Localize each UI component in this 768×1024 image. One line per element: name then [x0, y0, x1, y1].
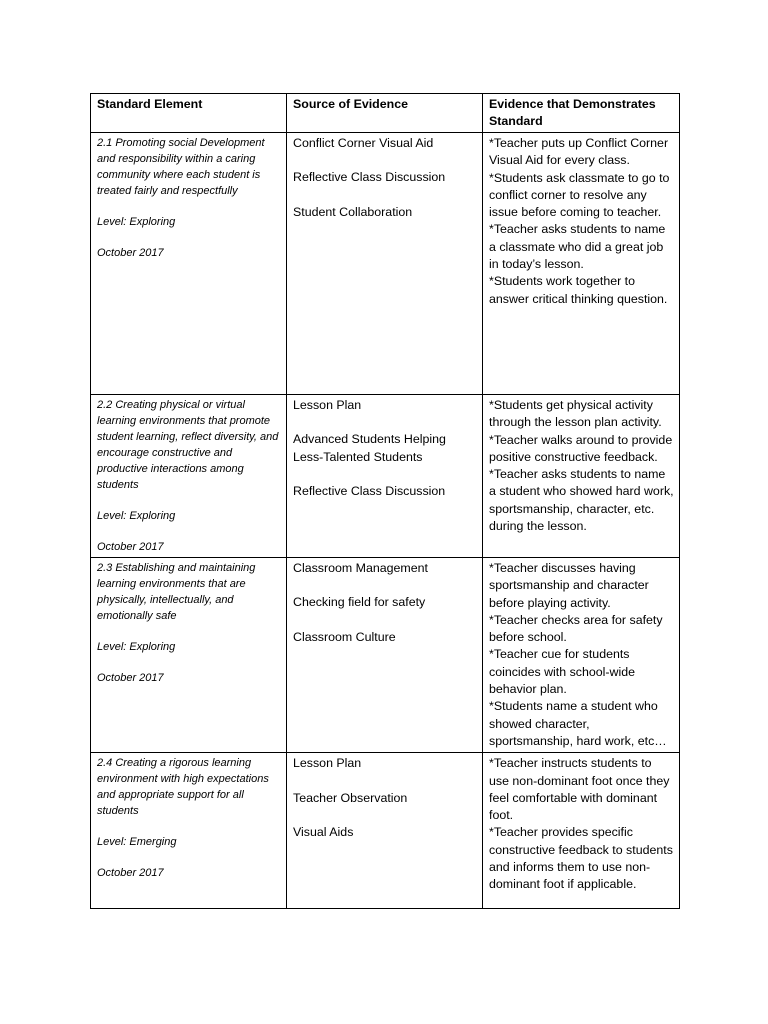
evidence-item: *Students name a student who showed character, sportsmanship, hard work, etc… [489, 699, 667, 748]
standard-element-text: 2.1 Promoting social Development and responsibility within a caring community where each student is treated fairly and respectfully [97, 137, 265, 197]
evidence-item: *Teacher asks students to name a classmate who did a great job in today’s lesson. [489, 222, 666, 272]
source-item: Classroom Management [293, 561, 428, 575]
table-row [91, 558, 680, 753]
level-text: Level: Exploring [97, 216, 176, 228]
evidence-item: *Teacher discusses having sportsmanship and character before playing activity. [489, 561, 649, 610]
standards-table [90, 93, 680, 909]
date-text: October 2017 [97, 672, 164, 684]
source-item: Checking field for safety [293, 595, 426, 610]
level-text: Level: Exploring [97, 510, 176, 522]
source-item: Advanced Students Helping Less-Talented Students [293, 432, 446, 464]
date-text: October 2017 [97, 247, 164, 259]
evidence-item: *Students work together to answer critical thinking question. [489, 274, 668, 306]
source-item: Lesson Plan [293, 756, 362, 771]
date-text: October 2017 [97, 867, 164, 880]
source-item: Reflective Class Discussion [293, 483, 446, 498]
evidence-item: *Teacher checks area for safety before school. [489, 612, 663, 645]
evidence-cell [483, 753, 680, 909]
evidence-cell [483, 395, 680, 558]
level-text: Level: Emerging [97, 836, 177, 849]
header-evidence: Evidence that Demonstrates Standard [483, 94, 680, 133]
evidence-item: *Teacher asks students to name a student who showed hard work, sportsmanship, character, etc. during the lesson. [489, 467, 674, 534]
source-cell [287, 395, 483, 558]
header-standard-element: Standard Element [91, 94, 287, 133]
standard-element-cell [91, 753, 287, 909]
standard-element-text: 2.3 Establishing and maintaining learning environments that are physically, intellectually, and emotionally safe [97, 562, 256, 622]
header-source-of-evidence: Source of Evidence [287, 94, 483, 133]
evidence-item: *Teacher cue for students coincides with school-wide behavior plan. [489, 647, 636, 697]
source-item: Conflict Corner Visual Aid [293, 136, 434, 150]
evidence-item: *Students get physical activity through the lesson plan activity. [489, 398, 662, 430]
source-cell [287, 133, 483, 395]
standard-element-cell [91, 133, 287, 395]
table-row [91, 395, 680, 558]
level-text: Level: Exploring [97, 641, 176, 653]
standard-element-text: 2.4 Creating a rigorous learning environment with high expectations and appropriate support for all students [97, 757, 269, 818]
source-item: Lesson Plan [293, 398, 362, 412]
evidence-item: *Students ask classmate to go to conflict corner to resolve any issue before coming to teacher. [489, 170, 670, 220]
standard-element-text: 2.2 Creating physical or virtual learning environments that promote student learning, reflect diversity, and encourage constructive and productive interactions among students [97, 399, 279, 491]
source-item: Student Collaboration [293, 204, 413, 219]
source-cell [287, 753, 483, 909]
table-row [91, 753, 680, 909]
source-cell [287, 558, 483, 753]
evidence-item: *Teacher walks around to provide positive constructive feedback. [489, 432, 673, 464]
evidence-item: *Teacher provides specific constructive feedback to students and informs them to use non-dominant foot if applicable. [489, 825, 673, 892]
header-row [91, 94, 680, 133]
standard-element-cell [91, 395, 287, 558]
table-row [91, 133, 680, 395]
standard-element-cell [91, 558, 287, 753]
evidence-item: *Teacher instructs students to use non-dominant foot once they feel comfortable with dominant foot. [489, 756, 670, 823]
evidence-item: *Teacher puts up Conflict Corner Visual Aid for every class. [489, 136, 669, 168]
source-item: Classroom Culture [293, 629, 396, 644]
evidence-cell [483, 558, 680, 753]
date-text: October 2017 [97, 541, 164, 553]
source-item: Reflective Class Discussion [293, 170, 446, 185]
source-item: Teacher Observation [293, 790, 408, 805]
evidence-cell [483, 133, 680, 395]
source-item: Visual Aids [293, 824, 354, 839]
